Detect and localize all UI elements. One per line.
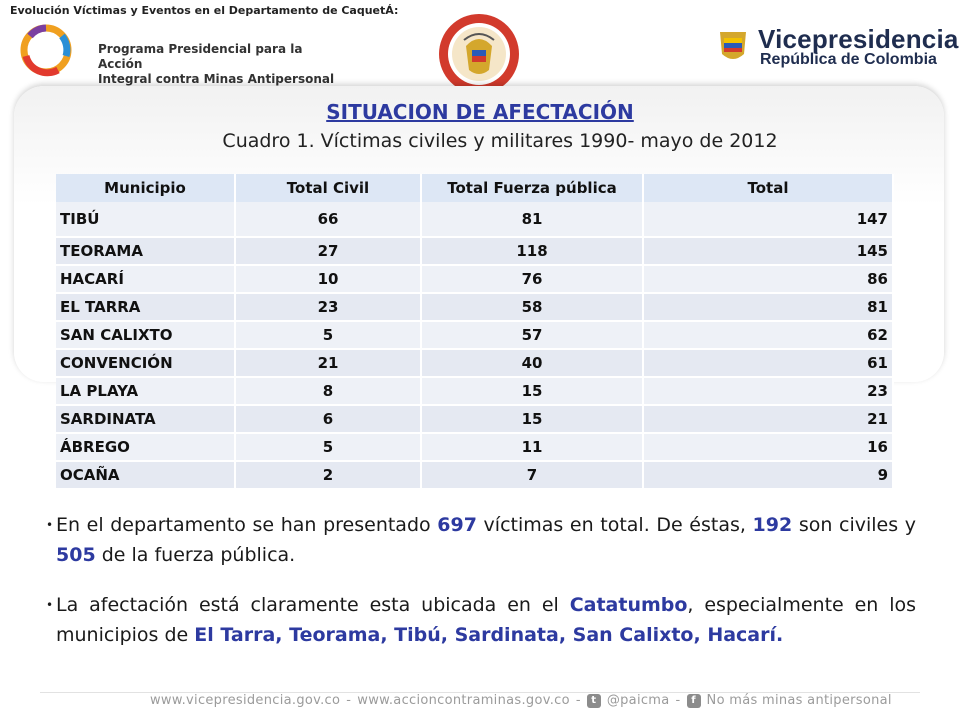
cell-total: 147 xyxy=(643,202,893,237)
cell-municipio: LA PLAYA xyxy=(56,377,235,405)
cell-total: 16 xyxy=(643,433,893,461)
table-row xyxy=(56,433,893,461)
bullet-text: de la fuerza pública. xyxy=(95,544,296,566)
victims-table xyxy=(56,174,894,490)
table-row xyxy=(56,293,893,321)
table-row xyxy=(56,237,893,265)
cell-civil: 21 xyxy=(235,349,421,377)
cell-fuerza: 57 xyxy=(421,321,643,349)
total-victims-value: 697 xyxy=(437,514,477,536)
cell-fuerza: 58 xyxy=(421,293,643,321)
cell-total: 86 xyxy=(643,265,893,293)
table-header-row xyxy=(56,174,893,202)
vicepresidencia-logo xyxy=(714,24,959,72)
table-row xyxy=(56,321,893,349)
cell-total: 81 xyxy=(643,293,893,321)
table-row xyxy=(56,202,893,237)
vp-subtitle: República de Colombia xyxy=(760,51,937,68)
column-header: Total xyxy=(643,174,893,202)
footer-separator: - xyxy=(346,693,352,708)
table-row xyxy=(56,377,893,405)
paicma-ring-icon xyxy=(18,22,74,78)
cell-civil: 10 xyxy=(235,265,421,293)
cell-fuerza: 40 xyxy=(421,349,643,377)
table-row xyxy=(56,405,893,433)
table-row xyxy=(56,349,893,377)
paicma-line-2: Integral contra Minas Antipersonal xyxy=(98,72,335,86)
cell-municipio: OCAÑA xyxy=(56,461,235,489)
summary-bullets xyxy=(50,510,916,670)
cell-fuerza: 15 xyxy=(421,377,643,405)
bullet-location xyxy=(50,590,916,650)
cell-civil: 2 xyxy=(235,461,421,489)
cell-municipio: ÁBREGO xyxy=(56,433,235,461)
page-title: SITUACION DE AFECTACIÓN xyxy=(326,100,634,124)
municipios-list: El Tarra, Teorama, Tibú, Sardinata, San Calixto, Hacarí. xyxy=(194,624,784,646)
table-caption: Cuadro 1. Víctimas civiles y militares 1990- mayo de 2012 xyxy=(222,130,778,152)
footer-separator: - xyxy=(675,693,681,708)
cell-municipio: TEORAMA xyxy=(56,237,235,265)
coat-of-arms-icon xyxy=(714,26,752,66)
cell-total: 62 xyxy=(643,321,893,349)
cell-municipio: SARDINATA xyxy=(56,405,235,433)
cell-municipio: HACARÍ xyxy=(56,265,235,293)
cell-fuerza: 7 xyxy=(421,461,643,489)
cell-municipio: CONVENCIÓN xyxy=(56,349,235,377)
cell-total: 21 xyxy=(643,405,893,433)
bullet-text: son civiles y xyxy=(792,514,916,536)
cell-municipio: TIBÚ xyxy=(56,202,235,237)
column-header: Total Fuerza pública xyxy=(421,174,643,202)
cell-civil: 23 xyxy=(235,293,421,321)
bullet-text: En el departamento se han presentado xyxy=(56,514,438,536)
cell-civil: 8 xyxy=(235,377,421,405)
cell-total: 9 xyxy=(643,461,893,489)
column-header: Municipio xyxy=(56,174,235,202)
paicma-line-1: Programa Presidencial para la Acción xyxy=(98,42,303,71)
cell-fuerza: 118 xyxy=(421,237,643,265)
cell-municipio: EL TARRA xyxy=(56,293,235,321)
footer-facebook-page[interactable]: No más minas antipersonal xyxy=(706,693,892,708)
cell-fuerza: 15 xyxy=(421,405,643,433)
cell-civil: 6 xyxy=(235,405,421,433)
cell-fuerza: 11 xyxy=(421,433,643,461)
cell-civil: 27 xyxy=(235,237,421,265)
fuerza-victims-value: 505 xyxy=(56,544,96,566)
table-row xyxy=(56,265,893,293)
page-caption: Evolución Víctimas y Eventos en el Departamento de CaquetÁ: xyxy=(10,4,399,17)
column-header: Total Civil xyxy=(235,174,421,202)
cell-fuerza: 76 xyxy=(421,265,643,293)
footer-link-accioncontraminas[interactable]: www.accioncontraminas.gov.co xyxy=(357,693,570,708)
paicma-logo xyxy=(18,22,338,86)
cell-total: 145 xyxy=(643,237,893,265)
footer-twitter-handle[interactable]: @paicma xyxy=(606,693,670,708)
civil-victims-value: 192 xyxy=(752,514,793,536)
footer xyxy=(150,693,892,708)
vp-title: Vicepresidencia xyxy=(758,24,959,54)
region-name: Catatumbo xyxy=(569,594,688,616)
cell-civil: 66 xyxy=(235,202,421,237)
bullet-text: víctimas en total. De éstas, xyxy=(476,514,753,536)
cell-total: 23 xyxy=(643,377,893,405)
cell-total: 61 xyxy=(643,349,893,377)
twitter-icon: t xyxy=(587,694,601,708)
cell-fuerza: 81 xyxy=(421,202,643,237)
facebook-icon: f xyxy=(687,694,701,708)
table-row xyxy=(56,461,893,489)
bullet-totals xyxy=(50,510,916,570)
cell-civil: 5 xyxy=(235,321,421,349)
bullet-text: La afectación está claramente esta ubicada en el xyxy=(56,594,570,616)
footer-separator: - xyxy=(575,693,581,708)
cell-civil: 5 xyxy=(235,433,421,461)
footer-link-vicepresidencia[interactable]: www.vicepresidencia.gov.co xyxy=(150,693,341,708)
bullet-text: , especialmente en los municipios de xyxy=(56,594,917,646)
cell-municipio: SAN CALIXTO xyxy=(56,321,235,349)
